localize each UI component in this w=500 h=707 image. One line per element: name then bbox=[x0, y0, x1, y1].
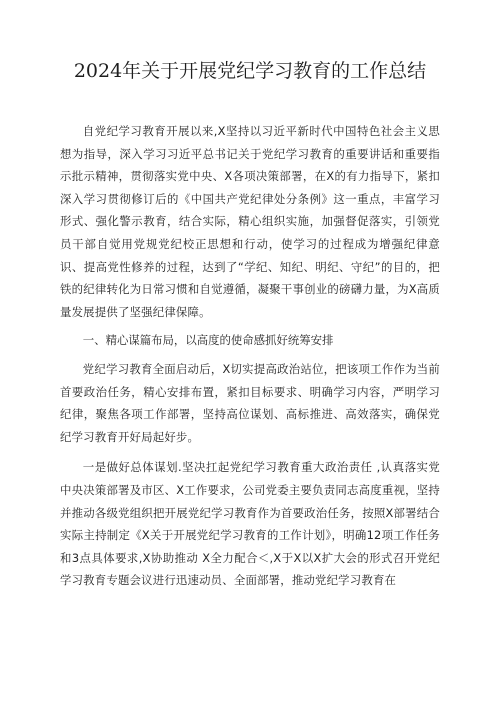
intro-paragraph: 自党纪学习教育开展以来,X坚持以习近平新时代中国特色社会主义思想为指导，深入学习习近平总书记关于党纪学习教育的重要讲话和重要指示批示精神，贯彻落实党中央、X各项决策部署，在X的有力指导下，紧扣深入学习贯彻修订后的《中国共产党纪律处分条例》这一重点，丰富学习形式、强化警示教育，结合实际，精心组织实施，加强督促落实，引领党员干部自觉用党规党纪校正思想和行动，使学习的过程成为增强纪律意识、提高党性修养的过程，达到了“学纪、知纪、明纪、守纪”的目的，把铁的纪律转化为日常习惯和自觉遵循，凝聚干事创业的磅礴力量，为X高质量发展提供了坚强纪律保障。 bbox=[60, 124, 440, 319]
point-1-paragraph: 一是做好总体谋划.坚决扛起党纪学习教育重大政治责任 ,认真落实党中央决策部署及市区、X工作要求，公司党委主要负责同志高度重视，坚持并推动各级党组织把开展党纪学习教育作为首要政治任务，按照X部署结合实际主持制定《X关于开展党纪学习教育的工作计划》，明确12项工作任务和3点具体要求,X协助推动 X全力配合＜,X于X以X扩大会的形式召开党纪学习教育专题会议进行迅速动员、全面部署，推动党纪学习教育在 bbox=[60, 460, 440, 588]
document-title: 2024年关于开展党纪学习教育的工作总结 bbox=[73, 60, 427, 82]
section-1-heading: 一、精心谋篇布局，以高度的使命感抓好统筹安排 bbox=[82, 333, 334, 348]
section-1-paragraph: 党纪学习教育全面启动后，X切实提高政治站位，把该项工作作为当前首要政治任务，精心安排布置，紧扣目标要求、明确学习内容，严明学习纪律，聚焦各项工作部署，坚持高位谋划、高标推进、高效落实，确保党纪学习教育开好局起好步。 bbox=[60, 361, 440, 444]
document-body bbox=[60, 120, 440, 592]
